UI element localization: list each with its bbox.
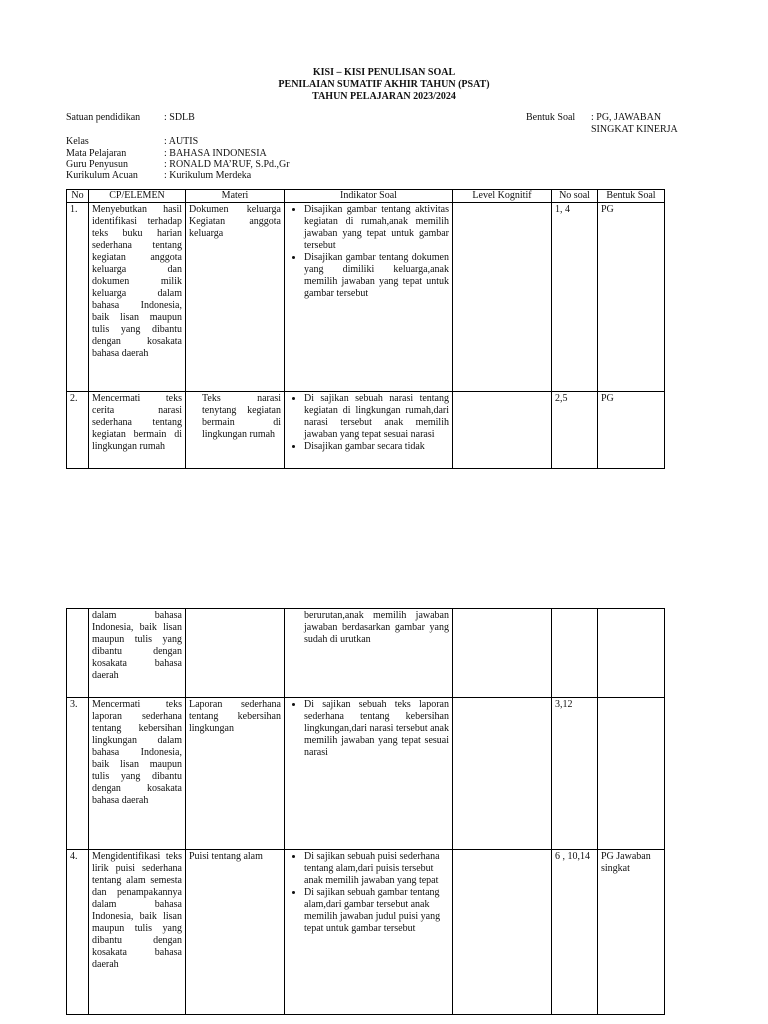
indikator-item: • Di sajikan sebuah puisi sederhana tentang alam,dari puisis tersebut anak memilih jawaban yang tepat	[304, 851, 449, 887]
row-materi: Teks narasi tenytang kegiatan bermain di lingkungan rumah	[186, 392, 285, 469]
mapel-value: : BAHASA INDONESIA	[164, 148, 267, 159]
row-no: 1.	[67, 203, 89, 392]
indikator-item: • Di sajikan sebuah teks laporan sederhana tentang kebersihan lingkungan,dari narasi tersebut anak memilih jawaban yang tepat sesuai narasi	[304, 699, 449, 759]
satuan-label: Satuan pendidikan	[66, 112, 141, 123]
row-nosoal: 6 , 10,14	[552, 850, 598, 1015]
row-bentuk: PG	[598, 203, 665, 392]
row-cp: Mencermati teks cerita narasi sederhana tentang kegiatan bermain di lingkungan rumah	[89, 392, 186, 469]
row-materi: Puisi tentang alam	[186, 850, 285, 1015]
row-bentuk: PG Jawaban singkat	[598, 850, 665, 1015]
row-indikator	[285, 203, 453, 392]
table-row	[67, 850, 665, 1015]
header-level: Level Kognitif	[453, 190, 552, 203]
guru-label: Guru Penyusun	[66, 159, 128, 170]
doc-title-line-2: PENILAIAN SUMATIF AKHIR TAHUN (PSAT)	[278, 79, 490, 90]
row-cp: Menyebutkan hasil identifikasi terhadap teks buku harian sederhana tentang kegiatan anggota keluarga dan dokumen milik keluarga dalam bahasa Indonesia, baik lisan maupun tulis yang dibantu dengan kosakata bahasa daerah	[89, 203, 186, 392]
table-header-row	[67, 190, 665, 203]
bentuk-value-line-1: : PG, JAWABAN	[591, 112, 662, 123]
kurikulum-label: Kurikulum Acuan	[66, 170, 138, 181]
row-level	[453, 698, 552, 850]
doc-title-line-3: TAHUN PELAJARAN 2023/2024	[312, 91, 456, 102]
row-cp: Mengidentifikasi teks lirik puisi sederhana tentang alam semesta dan penampakannya dalam bahasa Indonesia, baik lisan maupun tulis yang dibantu dengan kosakata bahasa daerah	[89, 850, 186, 1015]
header-indikator: Indikator Soal	[285, 190, 453, 203]
header-bentuk: Bentuk Soal	[598, 190, 665, 203]
row-no: 2.	[67, 392, 89, 469]
row-level	[453, 609, 552, 698]
row-materi	[186, 609, 285, 698]
row-indikator	[285, 850, 453, 1015]
satuan-value: : SDLB	[164, 112, 195, 123]
indikator-item: • Disajikan gambar secara tidak	[304, 441, 449, 453]
bentuk-label: Bentuk Soal	[526, 112, 576, 123]
row-indikator	[285, 698, 453, 850]
row-level	[453, 203, 552, 392]
table-row	[67, 392, 665, 469]
indikator-item: • Di sajikan sebuah gambar tentang alam,dari gambar tersebut anak memilih jawaban judul puisi yang tepat untuk gambar tersebut	[304, 887, 449, 935]
row-cp: dalam bahasa Indonesia, baik lisan maupun tulis yang dibantu dengan kosakata bahasa daerah	[89, 609, 186, 698]
row-indikator	[285, 392, 453, 469]
row-materi: Dokumen keluarga Kegiatan anggota keluarga	[186, 203, 285, 392]
table-row	[67, 203, 665, 392]
header-nosoal: No soal	[552, 190, 598, 203]
row-no: 4.	[67, 850, 89, 1015]
kelas-label: Kelas	[66, 136, 89, 147]
row-nosoal: 2,5	[552, 392, 598, 469]
mapel-label: Mata Pelajaran	[66, 148, 127, 159]
row-bentuk: PG	[598, 392, 665, 469]
row-bentuk	[598, 698, 665, 850]
header-materi: Materi	[186, 190, 285, 203]
row-nosoal	[552, 609, 598, 698]
row-indikator: berurutan,anak memilih jawaban jawaban berdasarkan gambar yang sudah di urutkan	[285, 609, 453, 698]
table-row	[67, 698, 665, 850]
table-row	[67, 609, 665, 698]
indikator-item: • Disajikan gambar tentang aktivitas kegiatan di rumah,anak memilih jawaban yang tepat untuk gambar tersebut	[304, 204, 449, 252]
indikator-item: • Disajikan gambar tentang dokumen yang dimiliki keluarga,anak memilih jawaban yang tepat untuk gambar tersebut	[304, 252, 449, 300]
kisi-table-page-2	[66, 608, 665, 1015]
guru-value: : RONALD MA’RUF, S.Pd.,Gr	[164, 159, 290, 170]
kelas-value: : AUTIS	[164, 136, 199, 147]
header-no: No	[67, 190, 89, 203]
row-bentuk	[598, 609, 665, 698]
kurikulum-value: : Kurikulum Merdeka	[164, 170, 252, 181]
indikator-item: • Di sajikan sebuah narasi tentang kegiatan di lingkungan rumah,dari narasi tersebut anak memilih jawaban yang tepat sesuai narasi	[304, 393, 449, 441]
row-level	[453, 392, 552, 469]
row-no	[67, 609, 89, 698]
row-nosoal: 3,12	[552, 698, 598, 850]
row-cp: Mencermati teks laporan sederhana tentang kebersihan lingkungan dalam bahasa Indonesia, baik lisan maupun tulis yang dibantu dengan kosakata bahasa daerah	[89, 698, 186, 850]
bentuk-value-line-2: SINGKAT KINERJA	[591, 124, 678, 135]
row-nosoal: 1, 4	[552, 203, 598, 392]
row-materi: Laporan sederhana tentang kebersihan lingkungan	[186, 698, 285, 850]
header-cp: CP/ELEMEN	[89, 190, 186, 203]
doc-title-line-1: KISI – KISI PENULISAN SOAL	[312, 67, 456, 78]
row-level	[453, 850, 552, 1015]
row-no: 3.	[67, 698, 89, 850]
kisi-table-page-1	[66, 189, 665, 469]
